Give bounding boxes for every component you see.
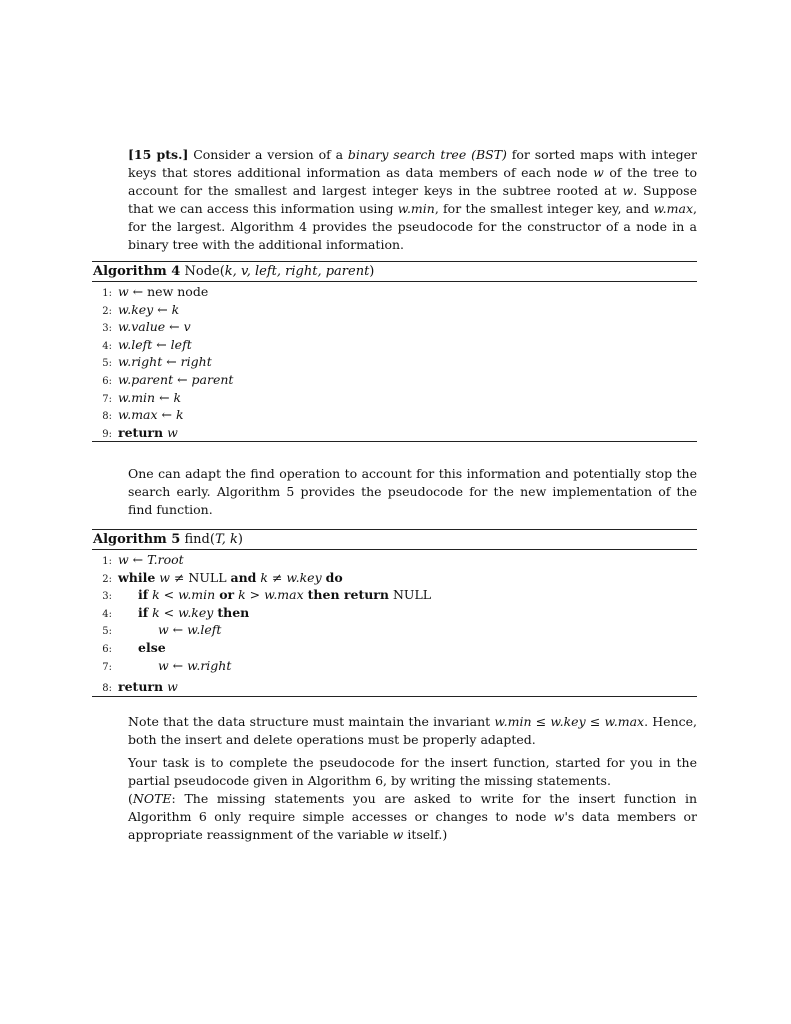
algorithm-4-line: 3: w.value ← v bbox=[102, 319, 191, 335]
algorithm-5-line: 3: if k < w.min or k > w.max then return NULL bbox=[102, 587, 432, 603]
algorithm-5-return: 8: return w bbox=[102, 679, 178, 695]
algorithm-4-line: 2: w.key ← k bbox=[102, 301, 180, 317]
algorithm-4-line: 6: w.parent ← parent bbox=[102, 371, 234, 387]
algorithm-5-box bbox=[92, 529, 697, 697]
algorithm-4-line: 5: w.right ← right bbox=[102, 354, 212, 370]
points-label: [15 pts.] bbox=[128, 147, 189, 162]
algorithm-5-line: 4: if k < w.key then bbox=[102, 604, 250, 620]
algorithm-5-header: Algorithm 5 find(T, k) bbox=[92, 530, 697, 550]
algorithm-5-line: 2: while w ≠ NULL and k ≠ w.key do bbox=[102, 569, 343, 585]
algorithm-5-line: 6: else bbox=[102, 639, 166, 655]
algorithm-5-line: 7: w ← w.right bbox=[102, 657, 232, 673]
algorithm-4-return: 9: return w bbox=[102, 424, 178, 440]
algorithm-4-box bbox=[92, 261, 697, 442]
note-label: NOTE bbox=[132, 791, 172, 806]
bst-term: binary search tree (BST) bbox=[347, 147, 507, 162]
algorithm-4-line: 4: w.left ← left bbox=[102, 336, 192, 352]
algorithm-4-line: 7: w.min ← k bbox=[102, 389, 182, 405]
find-intro-paragraph: One can adapt the find operation to account for this information and potentially stop the search early. Algorithm 5 provides the pseudocode for the new implementation of the find function. bbox=[128, 466, 697, 517]
intro-paragraph: [15 pts.] Consider a version of a binary search tree (BST) for sorted maps with integer keys that stores additional information as data members of each node w of the tree to account for the smallest and largest integer keys in the subtree rooted at w. Suppose that we can access this information using w.min, for the smallest integer key, and w.max, for the largest. Algorithm 4 provides the pseudocode for the constructor of a node in a binary tree with the additional information. bbox=[128, 147, 697, 252]
algorithm-4-header: Algorithm 4 Node(k, v, left, right, parent) bbox=[92, 262, 697, 282]
algorithm-4-line: 1: w ← new node bbox=[102, 284, 209, 299]
invariant-expression: w.min ≤ w.key ≤ w.max bbox=[494, 714, 645, 729]
algorithm-5-line: 5: w ← w.left bbox=[102, 622, 222, 638]
algorithm-4-line: 8: w.max ← k bbox=[102, 407, 184, 423]
algorithm-5-line: 1: w ← T.root bbox=[102, 552, 184, 567]
invariant-note-paragraph: Note that the data structure must maintain the invariant w.min ≤ w.key ≤ w.max. Hence, both the insert and delete operations must be properly adapted. bbox=[128, 714, 698, 747]
task-paragraph: Your task is to complete the pseudocode for the insert function, started for you in the partial pseudocode given in Algorithm 6, by writing the missing statements. (NOTE: The missing statements you are asked to write for the insert function in Algorithm 6 only require simple accesses or changes to node w's data members or appropriate reassignment of the variable w itself.) bbox=[128, 755, 697, 842]
